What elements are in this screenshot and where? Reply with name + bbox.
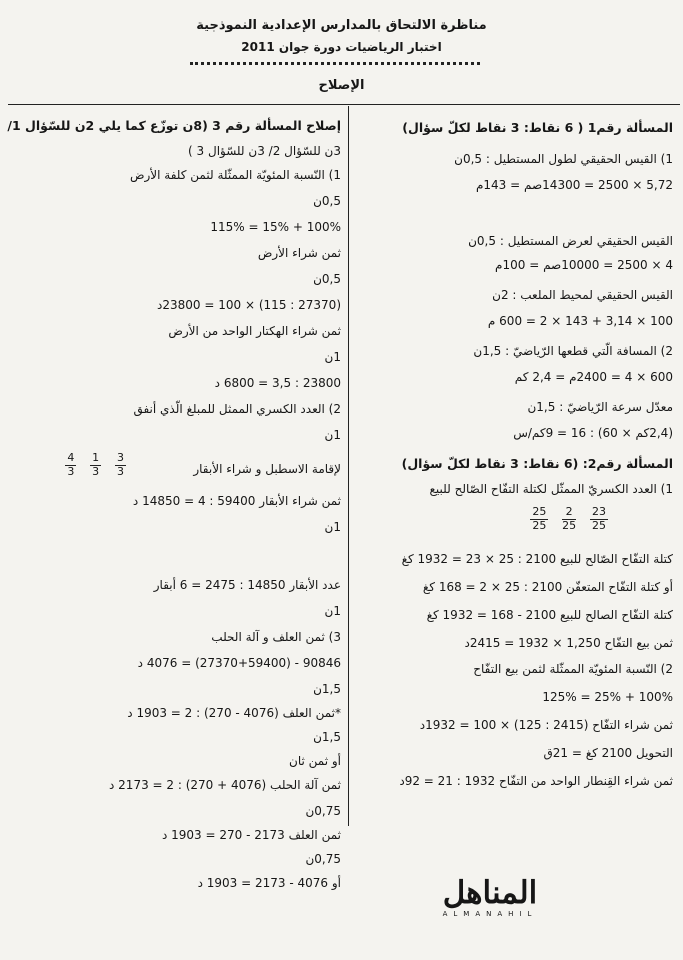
fraction: $\frac{25}{25}$ (532, 505, 547, 532)
p3-line: 3) ثمن العلف و آلة الحلب (211, 630, 341, 644)
p2-line: ثمن شراء القِنطار الواحد من التفّاح 1932 : 21 = 92د (399, 774, 673, 788)
fraction-row (60, 452, 131, 478)
p2-line: كتلة التفّاح الصّالح للبيع 2100 : 25 × 23 = 1932 كغ (401, 552, 673, 566)
p1-line: 5,72 × 2500 = 14300صم = 143م (475, 178, 673, 192)
fraction: $\frac{4}{3}$ (67, 451, 75, 478)
p3-score: 1,5ن (313, 682, 341, 696)
p2-line: ثمن بيع التفّاح 1,250 × 1932 = 2415د (464, 636, 673, 650)
p2-line: التحويل 2100 كغ = 21ق (543, 746, 673, 760)
p3-line: عدد الأبقار 14850 : 2475 = 6 أبقار (153, 578, 341, 592)
p1-line: 2) المسافة الّتي قطعها الرّياضيّ : 1,5ن (473, 344, 673, 358)
fraction: $\frac{3}{3}$ (117, 451, 124, 478)
fraction: $\frac{23}{25}$ (592, 505, 606, 532)
p3-line: أو 4076 - 2173 = 1903 د (197, 876, 341, 890)
p3-line: ثمن شراء الأبقار 59400 : 4 = 14850 د (132, 494, 341, 508)
p3-score: 1ن (324, 520, 341, 534)
p2-line: أو كتلة التفّاح المتعفّن 2100 : 25 × 2 = 168 كغ (422, 580, 673, 594)
p3-line: (27370 : 115) × 100 = 23800د (157, 298, 341, 312)
p1-line: (2,4كم × 60) : 16 = 9كم/س (513, 426, 673, 440)
p3-line: 2) العدد الكسري الممثل للمبلغ الّذي أنفق (133, 402, 341, 416)
p3-score: 0,75ن (305, 852, 341, 866)
logo-latin: ALMANAHIL (442, 910, 538, 918)
p3-line: 23800 : 3,5 = 6800 د (214, 376, 341, 390)
p2-line: 2) النّسبة المئويّة الممثّلة لثمن بيع التفّاح (473, 662, 673, 676)
p1-line: القيس الحقيقي لمحيط الملعب : 2ن (492, 288, 673, 302)
p3-line: ثمن شراء الأرض (257, 246, 341, 260)
p3-line: 100% + 15% = 115% (210, 220, 341, 234)
p1-line: 600 × 4 = 2400م = 2,4 كم (514, 370, 673, 384)
p3-line: ثمن شراء الهكتار الواحد من الأرض (168, 324, 341, 338)
exam-title: مناظرة الالتحاق بالمدارس الإعدادية النموذجية (196, 18, 487, 33)
logo-arabic: المناهل (442, 875, 538, 911)
p1-line: معدّل سرعة الرّياضيّ : 1,5ن (527, 400, 673, 414)
fraction: $\frac{1}{3}$ (92, 451, 100, 478)
p1-line: 4 × 2500 = 10000صم = 100م (495, 258, 673, 272)
p3-score: 0,75ن (305, 804, 341, 818)
p3-line: *ثمن العلف (4076 - 270) : 2 = 1903 د (127, 706, 341, 720)
p3-line: 90846 - (27370+59400) = 4076 د (137, 656, 341, 670)
p3-line: أو ثمن ثان (289, 754, 341, 768)
p3-line: 3ن للسّؤال 2/ 3ن للسّؤال 3 ) (188, 144, 341, 158)
p2-line: ثمن شراء التفّاح (2415 : 125) × 100 = 1932د (419, 718, 673, 732)
problem2-title: المسألة رقم2: (6 نقاط: 3 نقاط لكلّ سؤال) (401, 456, 673, 471)
almanahil-logo (405, 876, 575, 918)
problem1-title: المسألة رقم1 ( 6 نقاط: 3 نقاط لكلّ سؤال) (402, 120, 673, 135)
p3-line: لإقامة الاسطبل و شراء الأبقار (193, 462, 341, 476)
p3-score: 0,5ن (313, 272, 341, 286)
p1-line: 100 × 3,14 + 143 × 2 = 600 م (487, 314, 673, 328)
p2-line: 1) العدد الكسريّ الممثّل لكتلة التفّاح الصّالح للبيع (429, 482, 673, 496)
answers-heading: الإصلاح (318, 78, 365, 93)
p3-score: 1,5ن (313, 730, 341, 744)
p3-line: ثمن العلف 2173 - 270 = 1903 د (161, 828, 341, 842)
p1-line: القيس الحقيقي لعرض المستطيل : 0,5ن (468, 234, 673, 248)
fraction: $\frac{2}{25}$ (562, 505, 577, 532)
p1-line: 1) القيس الحقيقي لطول المستطيل : 0,5ن (454, 152, 673, 166)
p3-score: 1ن (324, 604, 341, 618)
p3-score: 1ن (324, 350, 341, 364)
p3-score: 0,5ن (313, 194, 341, 208)
p3-score: 1ن (324, 428, 341, 442)
p2-line: 100% + 25% = 125% (542, 690, 673, 704)
exam-subtitle: اختبار الرياضيات دورة جوان 2011 (241, 40, 442, 54)
problem3-title: إصلاح المسألة رقم 3 (8ن توزّع كما يلي 2ن للسّؤال 1/ (7, 118, 341, 133)
dotted-divider (190, 62, 480, 65)
p3-line: 1) النّسبة المئويّة الممثّلة لثمن كلفة الأرض (129, 168, 341, 182)
p2-line: كتلة التفّاح الصالح للبيع 2100 - 168 = 1932 كغ (426, 608, 673, 622)
column-divider (348, 106, 349, 826)
p3-line: ثمن آلة الحلب (4076 + 270) : 2 = 2173 د (109, 778, 341, 792)
fraction-row (525, 506, 613, 532)
horizontal-rule (8, 104, 680, 105)
